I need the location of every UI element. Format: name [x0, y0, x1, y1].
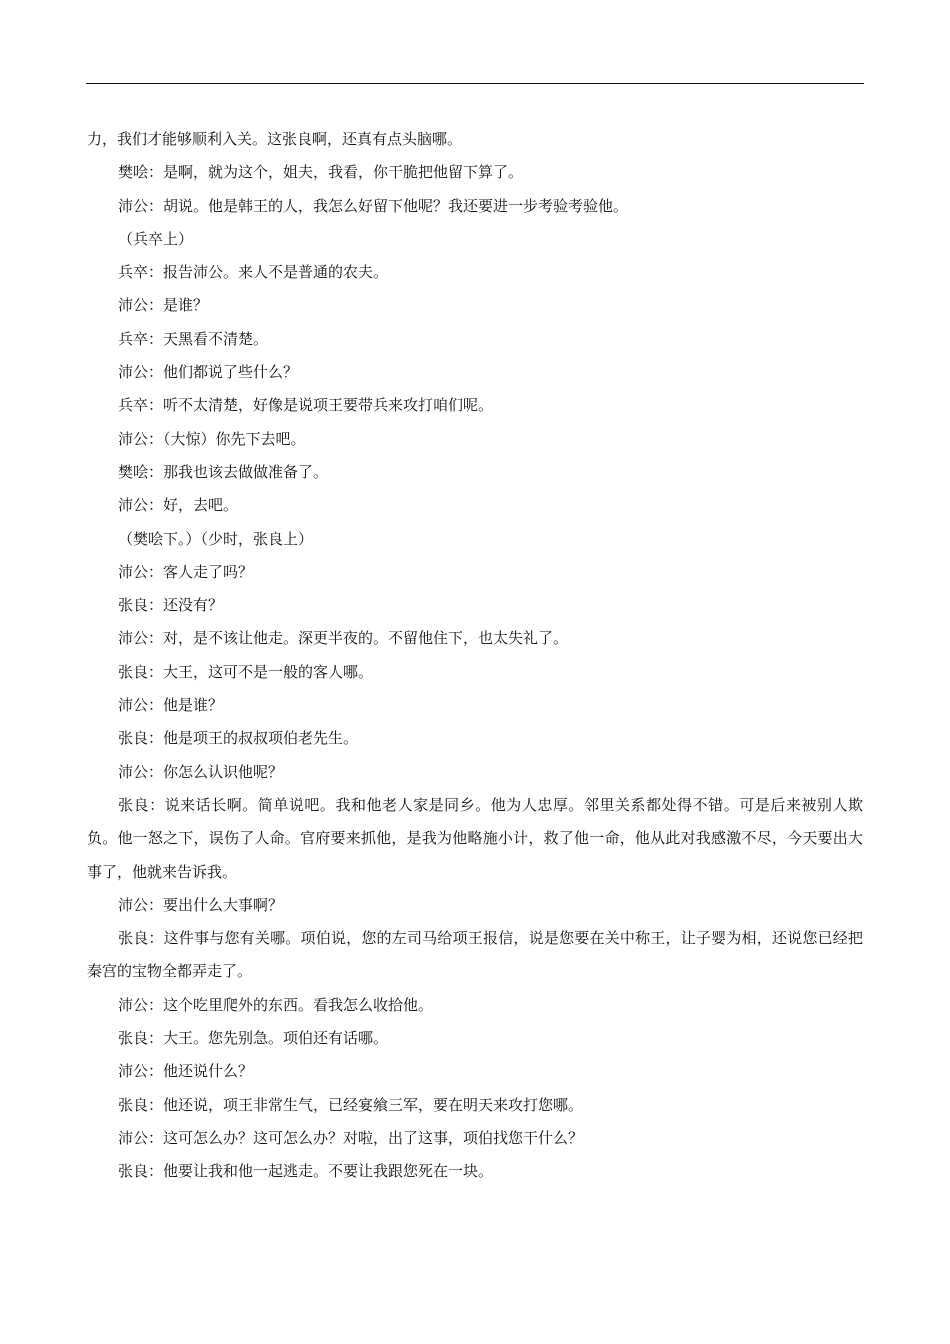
script-line: 沛公：这个吃里爬外的东西。看我怎么收拾他。	[118, 995, 434, 1014]
script-line: 沛公：（大惊）你先下去吧。	[118, 429, 306, 448]
script-line: 沛公：好，去吧。	[118, 496, 239, 515]
script-line: 沛公：对，是不该让他走。深更半夜的。不留他住下，也太失礼了。	[118, 629, 569, 648]
script-line: 沛公：他们都说了些什么？	[118, 363, 299, 382]
script-line: 沛公：要出什么大事啊？	[118, 895, 284, 914]
header-rule	[86, 83, 864, 84]
script-line: 沛公：你怎么认识他呢？	[118, 762, 284, 781]
script-line: 沛公：这可怎么办？这可怎么办？对啦，出了这事，项伯找您干什么？	[118, 1128, 584, 1147]
script-line: 张良：他要让我和他一起逃走。不要让我跟您死在一块。	[118, 1162, 494, 1181]
script-body	[87, 123, 863, 1189]
script-line: 力，我们才能够顺利入关。这张良啊，还真有点头脑哪。	[87, 130, 463, 148]
script-line: （樊哙下。）（少时，张良上）	[118, 529, 314, 548]
script-line: 张良：说来话长啊。简单说吧。我和他老人家是同乡。他为人忠厚。邻里关系都处得不错。可是后来被别人欺负。他一怒之下，误伤了人命。官府要来抓他，是我为他略施小计，救了他一命，他从此对我感激不尽，今天要出大事了，他就来告诉我。	[87, 795, 863, 881]
script-line: 张良：还没有？	[118, 596, 224, 615]
script-line: 沛公：他是谁？	[118, 696, 224, 715]
script-line: 樊哙：那我也该去做做准备了。	[118, 462, 329, 481]
script-line: 兵卒：听不太清楚，好像是说项王要带兵来攻打咱们呢。	[118, 396, 494, 415]
script-line: 沛公：是谁？	[118, 296, 209, 315]
script-line: 沛公：他还说什么？	[118, 1062, 254, 1081]
script-line: （兵卒上）	[118, 229, 194, 248]
script-line: 兵卒：天黑看不清楚。	[118, 329, 269, 348]
script-line: 樊哙：是啊，就为这个，姐夫，我看，你干脆把他留下算了。	[118, 163, 524, 182]
script-line: 张良：大王，这可不是一般的客人哪。	[118, 662, 374, 681]
script-line: 张良：他还说，项王非常生气，已经宴飨三军，要在明天来攻打您哪。	[118, 1095, 584, 1114]
script-line: 兵卒：报告沛公。来人不是普通的农夫。	[118, 263, 389, 282]
script-line: 沛公：胡说。他是韩王的人，我怎么好留下他呢？我还要进一步考验考验他。	[118, 196, 629, 215]
script-line: 沛公：客人走了吗？	[118, 562, 254, 581]
script-line: 张良：这件事与您有关哪。项伯说，您的左司马给项王报信，说是您要在关中称王，让子婴为相，还说您已经把秦宫的宝物全都弄走了。	[87, 929, 863, 981]
script-line: 张良：他是项王的叔叔项伯老先生。	[118, 729, 359, 748]
script-line: 张良：大王。您先别急。项伯还有话哪。	[118, 1029, 389, 1048]
